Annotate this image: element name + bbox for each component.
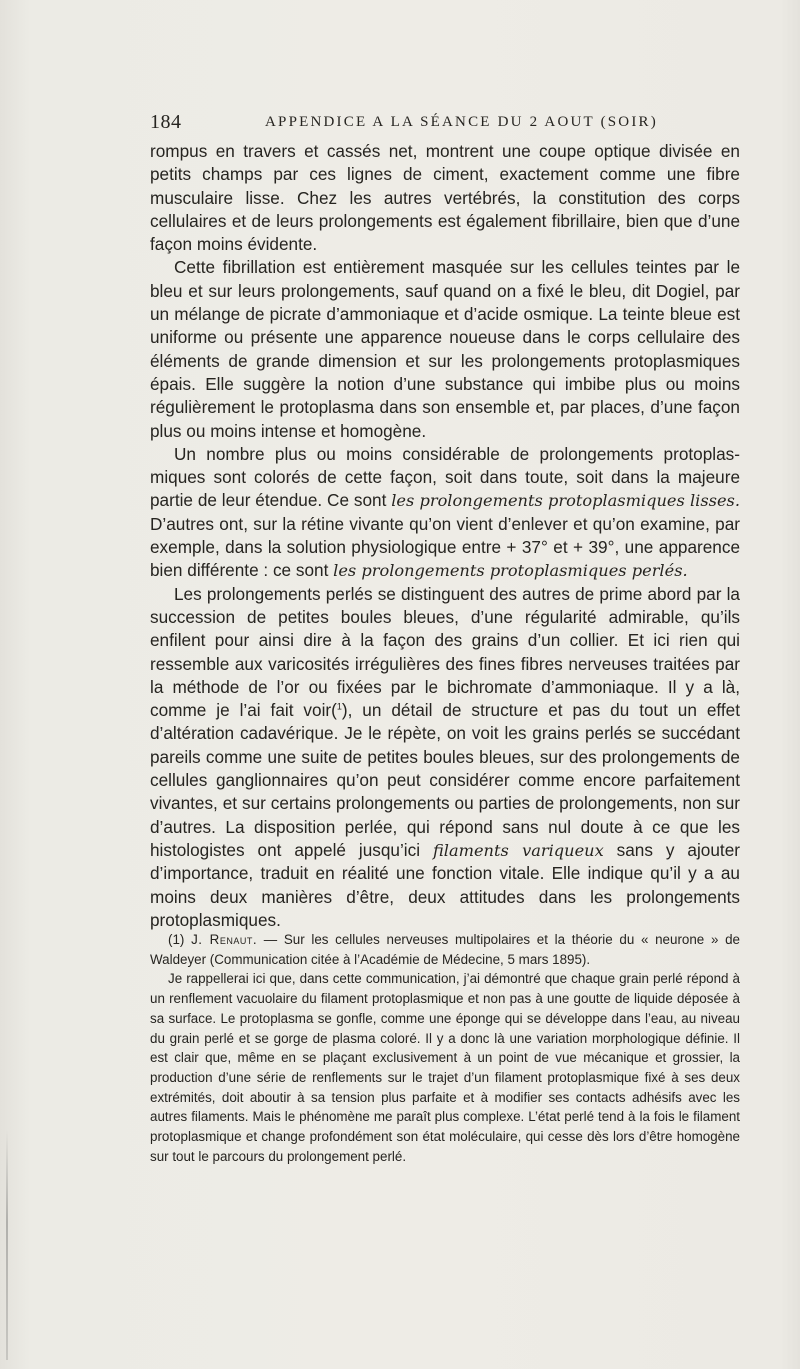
- footnote-1: [150, 930, 740, 969]
- running-head: APPENDICE A LA SÉANCE DU 2 AOUT (SOIR): [265, 114, 658, 130]
- footnote-reference: 1: [336, 701, 342, 712]
- main-text: [150, 140, 740, 932]
- footnote-marker: (1): [168, 932, 185, 947]
- italic-term-smooth: les prolongements protoplasmiques lisses.: [391, 491, 740, 511]
- paragraph-4-text-c: sans y ajouter d’importance, traduit en réalité une fonction vitale. Elle indique qu’il y a au moins deux manières d’être, deux attitudes dans les prolongements protoplasmiques.: [150, 839, 740, 930]
- footnote-author: J. Renaut.: [191, 932, 258, 947]
- italic-term-beaded: les prolongements protoplasmiques perlés.: [333, 561, 688, 581]
- paragraph-3-text-b: D’autres ont, sur la rétine vivante qu’on vient d’enlever et qu’on examine, par exemple, dans la solution physiologique entre + 37° et + 39°, une apparence bien différente : ce sont: [150, 513, 740, 581]
- page-number: 184: [150, 111, 182, 133]
- footnote-1-continuation: Je rappellerai ici que, dans cette communication, j’ai démontré que chaque grain perlé répond à un renflement vacuolaire du filament protoplasmique et non pas à une goutte de liquide déposée à sa surface. Le protoplasma se gonfle, comme une éponge qui se développe dans l’eau, au niveau du grain perlé et se gorge de plasma coloré. Il y a donc là une variation morphologique définie. Il est clair que, même en se plaçant exclusivement à un point de vue mécanique et grossier, la production d’une série de renflements sur le trajet d’un filament protoplasmique fixé à ses deux extrémités, doit aboutir à sa tension plus parfaite et à modifier ses contacts adhésifs avec les autres filaments. Mais le phénomène me paraît plus complexe. L’état perlé tend à la fois le filament protoplasmique et change profondément son état moléculaire, qui cesse dès lors d’être homogène sur tout le parcours du prolongement perlé.: [150, 971, 740, 1164]
- paragraph-2: Cette fibrillation est entièrement masquée sur les cellules teintes par le bleu et sur leurs prolongements, sauf quand on a fixé le bleu, dit Dogiel, par un mélange de picrate d’ammoniaque et d’acide osmique. La teinte bleue est uniforme ou présente une apparence noueuse dans le corps cellulaire des éléments de grande dimension et sur les prolongements protoplasmiques épais. Elle suggère la notion d’une substance qui imbibe plus ou moins régulièrement le protoplasma dans son ensemble et, par places, d’une façon plus ou moins intense et homogène.: [150, 257, 740, 441]
- page-header: [150, 111, 758, 141]
- footnote-1-text: — Sur les cellules nerveuses multipolaires et la théorie du « neurone » de Waldeyer (Communication citée à l’Académie de Médecine, 5 mars 1895).: [150, 932, 740, 967]
- binding-shadow: [6, 1130, 8, 1360]
- paragraph-3: [150, 443, 740, 583]
- italic-term-varicose: filaments variqueux: [432, 840, 604, 860]
- paragraph-3-text-a: Un nombre plus ou moins considérable de prolongements protoplasmiques sont colorés de cette façon, soit dans toute, soit dans la majeure partie de leur étendue. Ce sont: [150, 443, 740, 511]
- footnotes: [150, 930, 740, 1166]
- paragraph-4-text-b: ), un détail de structure et pas du tout un effet d’altération cadavérique. Je le répète, on voit les grains perlés se succédant pareils comme une suite de petites boules bleues, sur des prolongements de cellules ganglionnaires qu’on peut considérer comme encore parfaitement vivantes, et sur certains prolongements ou parties de prolongements, non sur d’autres. La disposition perlée, qui répond sans nul doute à ce que les histologistes ont appelé jusqu’ici: [150, 700, 740, 860]
- paragraph-1: rompus en travers et cassés net, montrent une coupe optique divisée en petits champs par ces lignes de ciment, exactement comme une fibre musculaire lisse. Chez les autres vertébrés, la constitution des corps cellulaires et de leurs prolongements est également fibrillaire, bien que d’une façon moins évidente.: [150, 141, 740, 255]
- paragraph-4-text-a: Les prolongements perlés se distinguent des autres de prime abord par la succession de petites boules bleues, d’une régularité admirable, qu’ils enfilent pour ainsi dire à la façon des grains d’un collier. Et ici rien qui ressemble aux varicosités irrégulières des fines fibres nerveuses traitées par la méthode de l’or ou fixées par le bichromate d’ammoniaque. Il y a là, comme je l’ai fait voir(: [150, 583, 740, 721]
- paragraph-4: [150, 583, 740, 932]
